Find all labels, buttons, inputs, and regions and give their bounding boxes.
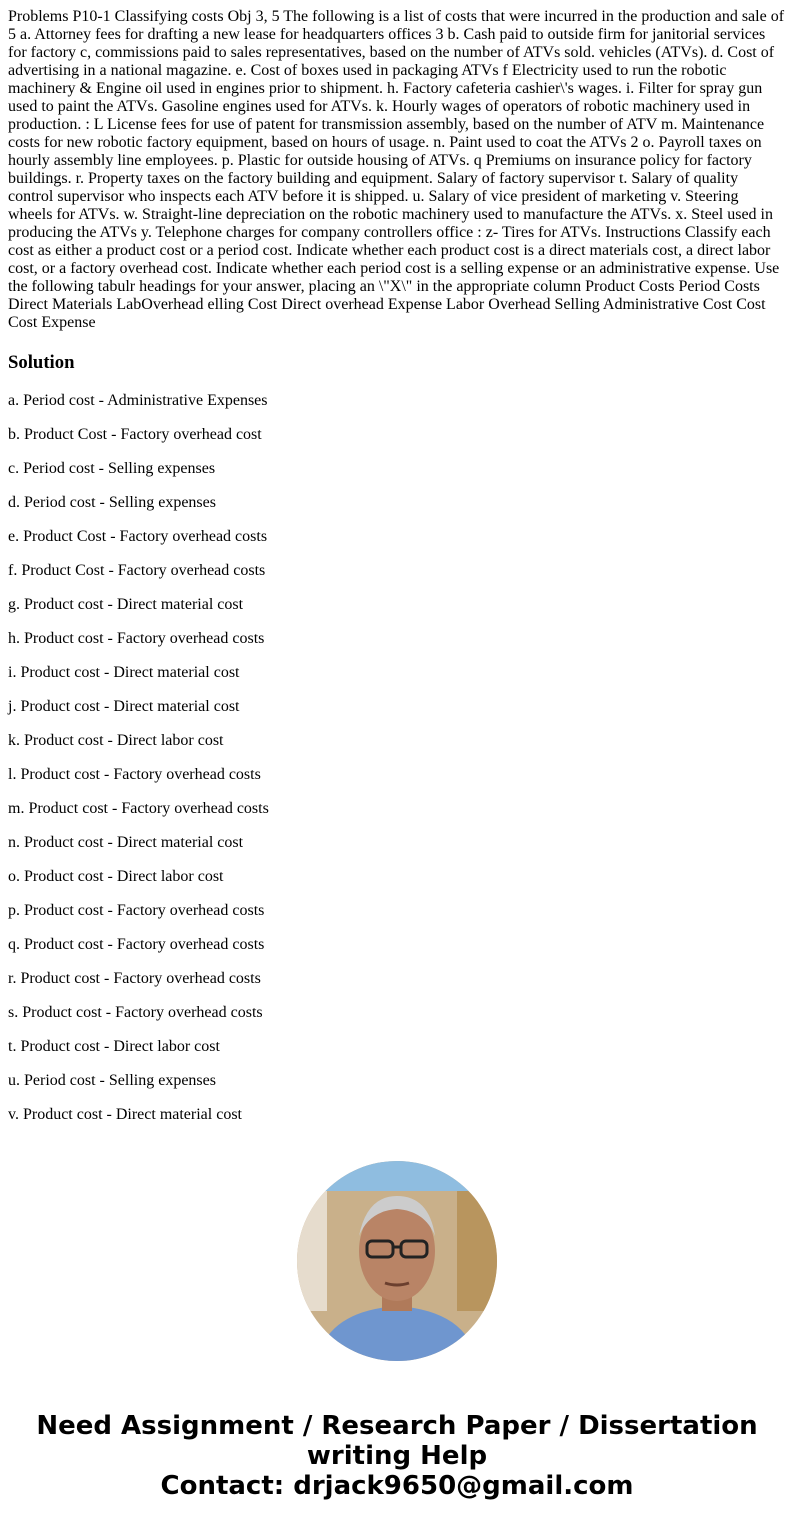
answer-item: f. Product Cost - Factory overhead costs (8, 562, 266, 579)
answer-item: t. Product cost - Direct labor cost (8, 1038, 220, 1055)
author-photo (297, 1161, 497, 1361)
answer-item: k. Product cost - Direct labor cost (8, 732, 224, 749)
answer-item: s. Product cost - Factory overhead costs (8, 1004, 263, 1021)
answer-list (8, 392, 786, 1124)
answer-item: c. Period cost - Selling expenses (8, 460, 216, 477)
answer-item: p. Product cost - Factory overhead costs (8, 902, 265, 919)
answer-item: q. Product cost - Factory overhead costs (8, 936, 265, 953)
answer-item: a. Period cost - Administrative Expenses (8, 392, 268, 409)
answer-item: n. Product cost - Direct material cost (8, 834, 244, 851)
answer-item: l. Product cost - Factory overhead costs (8, 766, 261, 783)
answer-item: m. Product cost - Factory overhead costs (8, 800, 269, 817)
contact-footer (0, 1411, 794, 1501)
solution-heading: Solution (8, 352, 75, 373)
answer-item: o. Product cost - Direct labor cost (8, 868, 224, 885)
answer-item: e. Product Cost - Factory overhead costs (8, 528, 268, 545)
answer-item: u. Period cost - Selling expenses (8, 1072, 216, 1089)
answer-item: g. Product cost - Direct material cost (8, 596, 244, 613)
answer-item: j. Product cost - Direct material cost (8, 698, 240, 715)
answer-item: h. Product cost - Factory overhead costs (8, 630, 265, 647)
answer-item: d. Period cost - Selling expenses (8, 494, 216, 511)
answer-item: i. Product cost - Direct material cost (8, 664, 240, 681)
question-text: Problems P10-1 Classifying costs Obj 3, 5 The following is a list of costs that were incurred in the production and sale of 5 a. Attorney fees for drafting a new lease for headquarters offices 3 b. Cash paid to outside firm for janitorial services for factory c, commissions paid to sales representatives, based on the number of ATVs sold. vehicles (ATVs). d. Cost of advertising in a national magazine. e. Cost of boxes used in packaging ATVs f Electricity used to run the robotic machinery & Engine oil used in engines prior to shipment. h. Factory cafeteria cashier\'s wages. i. Filter for spray gun used to paint the ATVs. Gasoline engines used for ATVs. k. Hourly wages of operators of robotic machinery used in production. : L License fees for use of patent for transmission assembly, based on the number of ATV m. Maintenance costs for new robotic factory equipment, based on hours of usage. n. Paint used to coat the ATVs 2 o. Payroll taxes on hourly assembly line employees. p. Plastic for outside housing of ATVs. q Premiums on insurance policy for factory buildings. r. Property taxes on the factory building and equipment. Salary of factory supervisor t. Salary of quality control supervisor who inspects each ATV before it is shipped. u. Salary of vice president of marketing v. Steering wheels for ATVs. w. Straight-line depreciation on the robotic machinery used to manufacture the ATVs. x. Steel used in producing the ATVs y. Telephone charges for company controllers office : z- Tires for ATVs. Instructions Classify each cost as either a product cost or a period cost. Indicate whether each product cost is a direct materials cost, a direct labor cost, or a factory overhead cost. Indicate whether each period cost is a selling expense or an administrative expense. Use the following tabulr headings for your answer, placing an \"X\" in the appropriate column Product Costs Period Costs Direct Materials LabOverhead elling Cost Direct overhead Expense Labor Overhead Selling Administrative Cost Cost Cost Expense (8, 8, 785, 331)
footer-contact: Contact: drjack9650@gmail.com (160, 1471, 634, 1501)
answer-item: r. Product cost - Factory overhead costs (8, 970, 261, 987)
answer-item: b. Product Cost - Factory overhead cost (8, 426, 262, 443)
answer-item: v. Product cost - Direct material cost (8, 1106, 242, 1123)
footer-tagline: Need Assignment / Research Paper / Dissertation writing Help (36, 1411, 758, 1471)
